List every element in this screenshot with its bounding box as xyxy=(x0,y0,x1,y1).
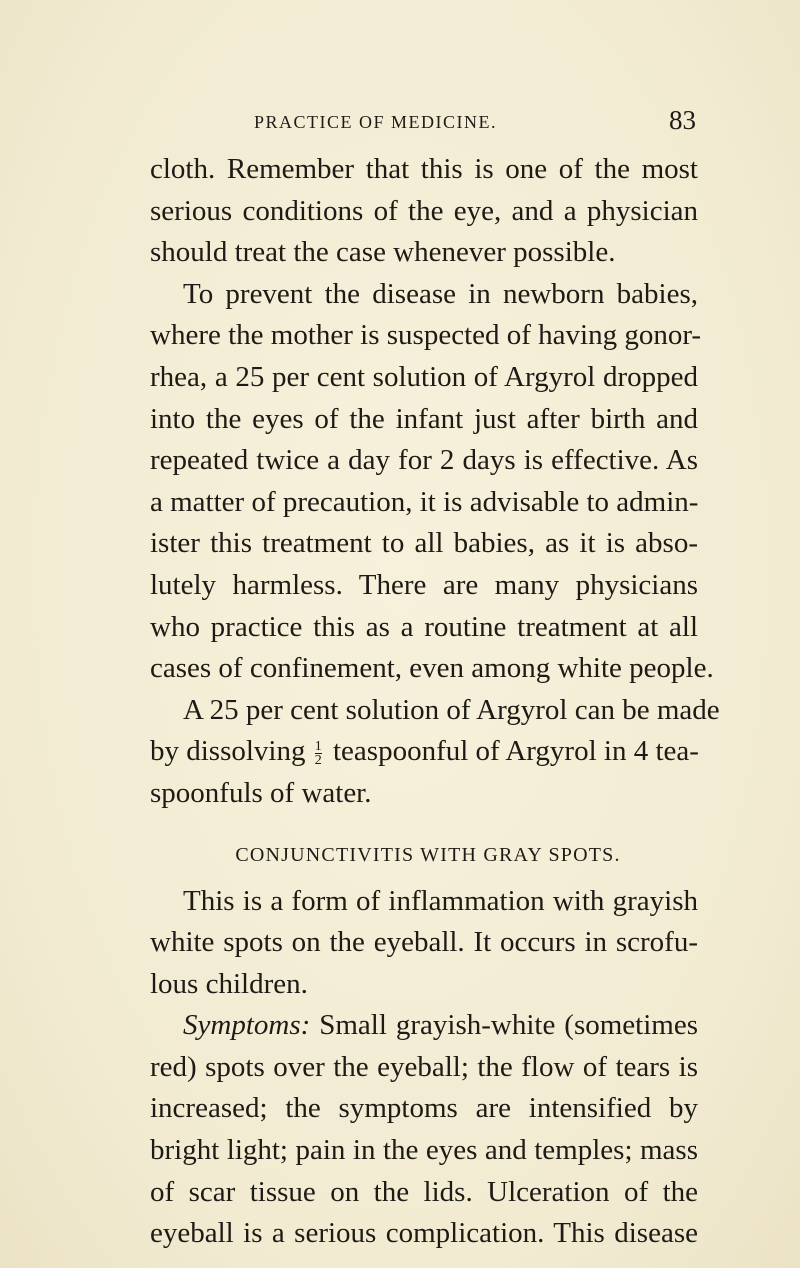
text-line: cases of confinement, even among white people. xyxy=(150,652,714,685)
symptoms-label: Symptoms: xyxy=(183,1009,311,1042)
body-text xyxy=(150,149,720,1255)
text-line: A 25 per cent solution of Argyrol can be made xyxy=(183,693,720,726)
text-line: lutely harmless. There are many physicians xyxy=(150,568,698,601)
text-line: who practice this as a routine treatment at all xyxy=(150,610,698,643)
text-line: red) spots over the eyeball; the flow of tears is xyxy=(150,1050,698,1083)
text-line: bright light; pain in the eyes and temples; mass xyxy=(150,1134,698,1167)
page-number: 83 xyxy=(669,105,696,135)
text-line: cloth. Remember that this is one of the most xyxy=(150,153,698,185)
text-line: eyeball is a serious complication. This disease xyxy=(150,1217,698,1250)
text-line: rhea, a 25 per cent solution of Argyrol dropped xyxy=(150,360,698,393)
fraction-numerator: 1 xyxy=(314,739,322,755)
text-line-fraction xyxy=(150,731,698,773)
page-header xyxy=(150,104,696,134)
text-line: This is a form of inflammation with grayish xyxy=(183,884,698,917)
text-line: serious conditions of the eye, and a physician xyxy=(150,194,698,227)
fraction-denominator: 2 xyxy=(314,753,322,769)
text-line: lous children. xyxy=(150,967,308,1000)
text-line: white spots on the eyeball. It occurs in scrofu- xyxy=(150,926,698,959)
fraction-line-before: by dissolving xyxy=(150,735,306,768)
symptoms-text: Small grayish-white (sometimes xyxy=(319,1009,698,1042)
text-line: into the eyes of the infant just after birth and xyxy=(150,402,698,435)
running-head: PRACTICE OF MEDICINE. xyxy=(254,112,498,132)
text-line: where the mother is suspected of having gonor- xyxy=(150,319,702,352)
text-line: increased; the symptoms are intensified by xyxy=(150,1092,698,1125)
text-line: spoonfuls of water. xyxy=(150,776,372,809)
fraction-line-after: teaspoonful of Argyrol in 4 tea- xyxy=(333,735,699,768)
text-line: ister this treatment to all babies, as it is abso- xyxy=(150,527,698,560)
text-line: of scar tissue on the lids. Ulceration of the xyxy=(150,1175,698,1208)
fraction-one-half xyxy=(315,741,322,767)
text-line: should treat the case whenever possible. xyxy=(150,236,616,269)
text-line: To prevent the disease in newborn babies, xyxy=(183,277,698,310)
section-heading: CONJUNCTIVITIS WITH GRAY SPOTS. xyxy=(235,843,621,866)
text-line: repeated twice a day for 2 days is effective. As xyxy=(150,444,698,477)
symptoms-line xyxy=(150,1005,698,1047)
text-line: a matter of precaution, it is advisable to admin- xyxy=(150,485,699,518)
